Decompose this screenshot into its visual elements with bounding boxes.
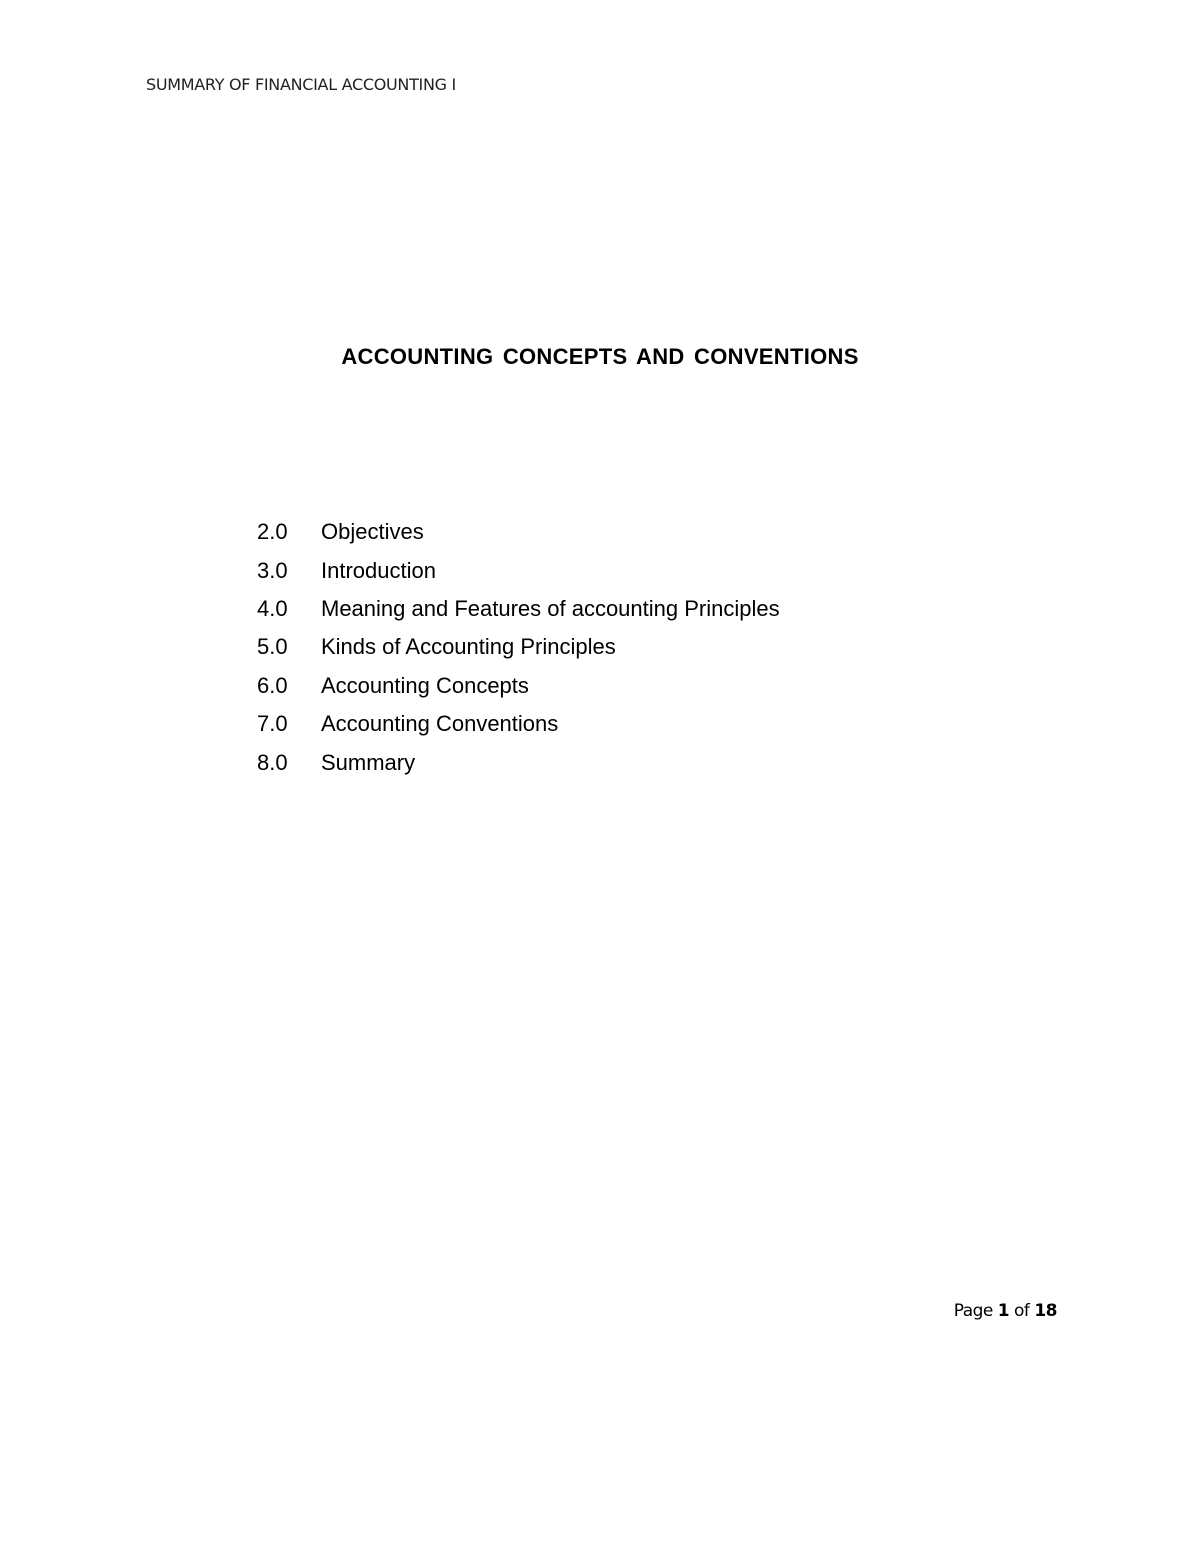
toc-item (257, 513, 780, 551)
page-title: ACCOUNTING CONCEPTS AND CONVENTIONS (341, 344, 859, 369)
toc-item-number: 8.0 (257, 749, 288, 775)
table-of-contents (257, 513, 780, 782)
toc-item-label: Summary (321, 749, 416, 775)
toc-item (257, 551, 780, 589)
toc-item (257, 705, 780, 743)
toc-item-label: Meaning and Features of accounting Principles (321, 595, 780, 621)
toc-item (257, 590, 780, 628)
of-word: of (1014, 1301, 1030, 1321)
total-pages: 18 (1034, 1301, 1057, 1321)
page-word: Page (953, 1301, 993, 1321)
toc-item (257, 667, 780, 705)
toc-item-label: Objectives (321, 519, 424, 545)
toc-item (257, 628, 780, 666)
toc-item-label: Introduction (321, 557, 436, 583)
toc-item-number: 3.0 (257, 557, 288, 583)
toc-item-number: 7.0 (257, 711, 288, 737)
toc-item-label: Accounting Concepts (321, 672, 529, 698)
toc-item-number: 5.0 (257, 634, 288, 660)
running-header: SUMMARY OF FINANCIAL ACCOUNTING I (146, 75, 456, 94)
current-page: 1 (997, 1301, 1010, 1321)
toc-item-label: Kinds of Accounting Principles (321, 634, 616, 660)
toc-item-number: 2.0 (257, 519, 288, 545)
toc-item-number: 4.0 (257, 595, 288, 621)
toc-item (257, 743, 780, 781)
toc-item-number: 6.0 (257, 672, 288, 698)
page-number (954, 1301, 1057, 1321)
toc-item-label: Accounting Conventions (321, 711, 559, 737)
